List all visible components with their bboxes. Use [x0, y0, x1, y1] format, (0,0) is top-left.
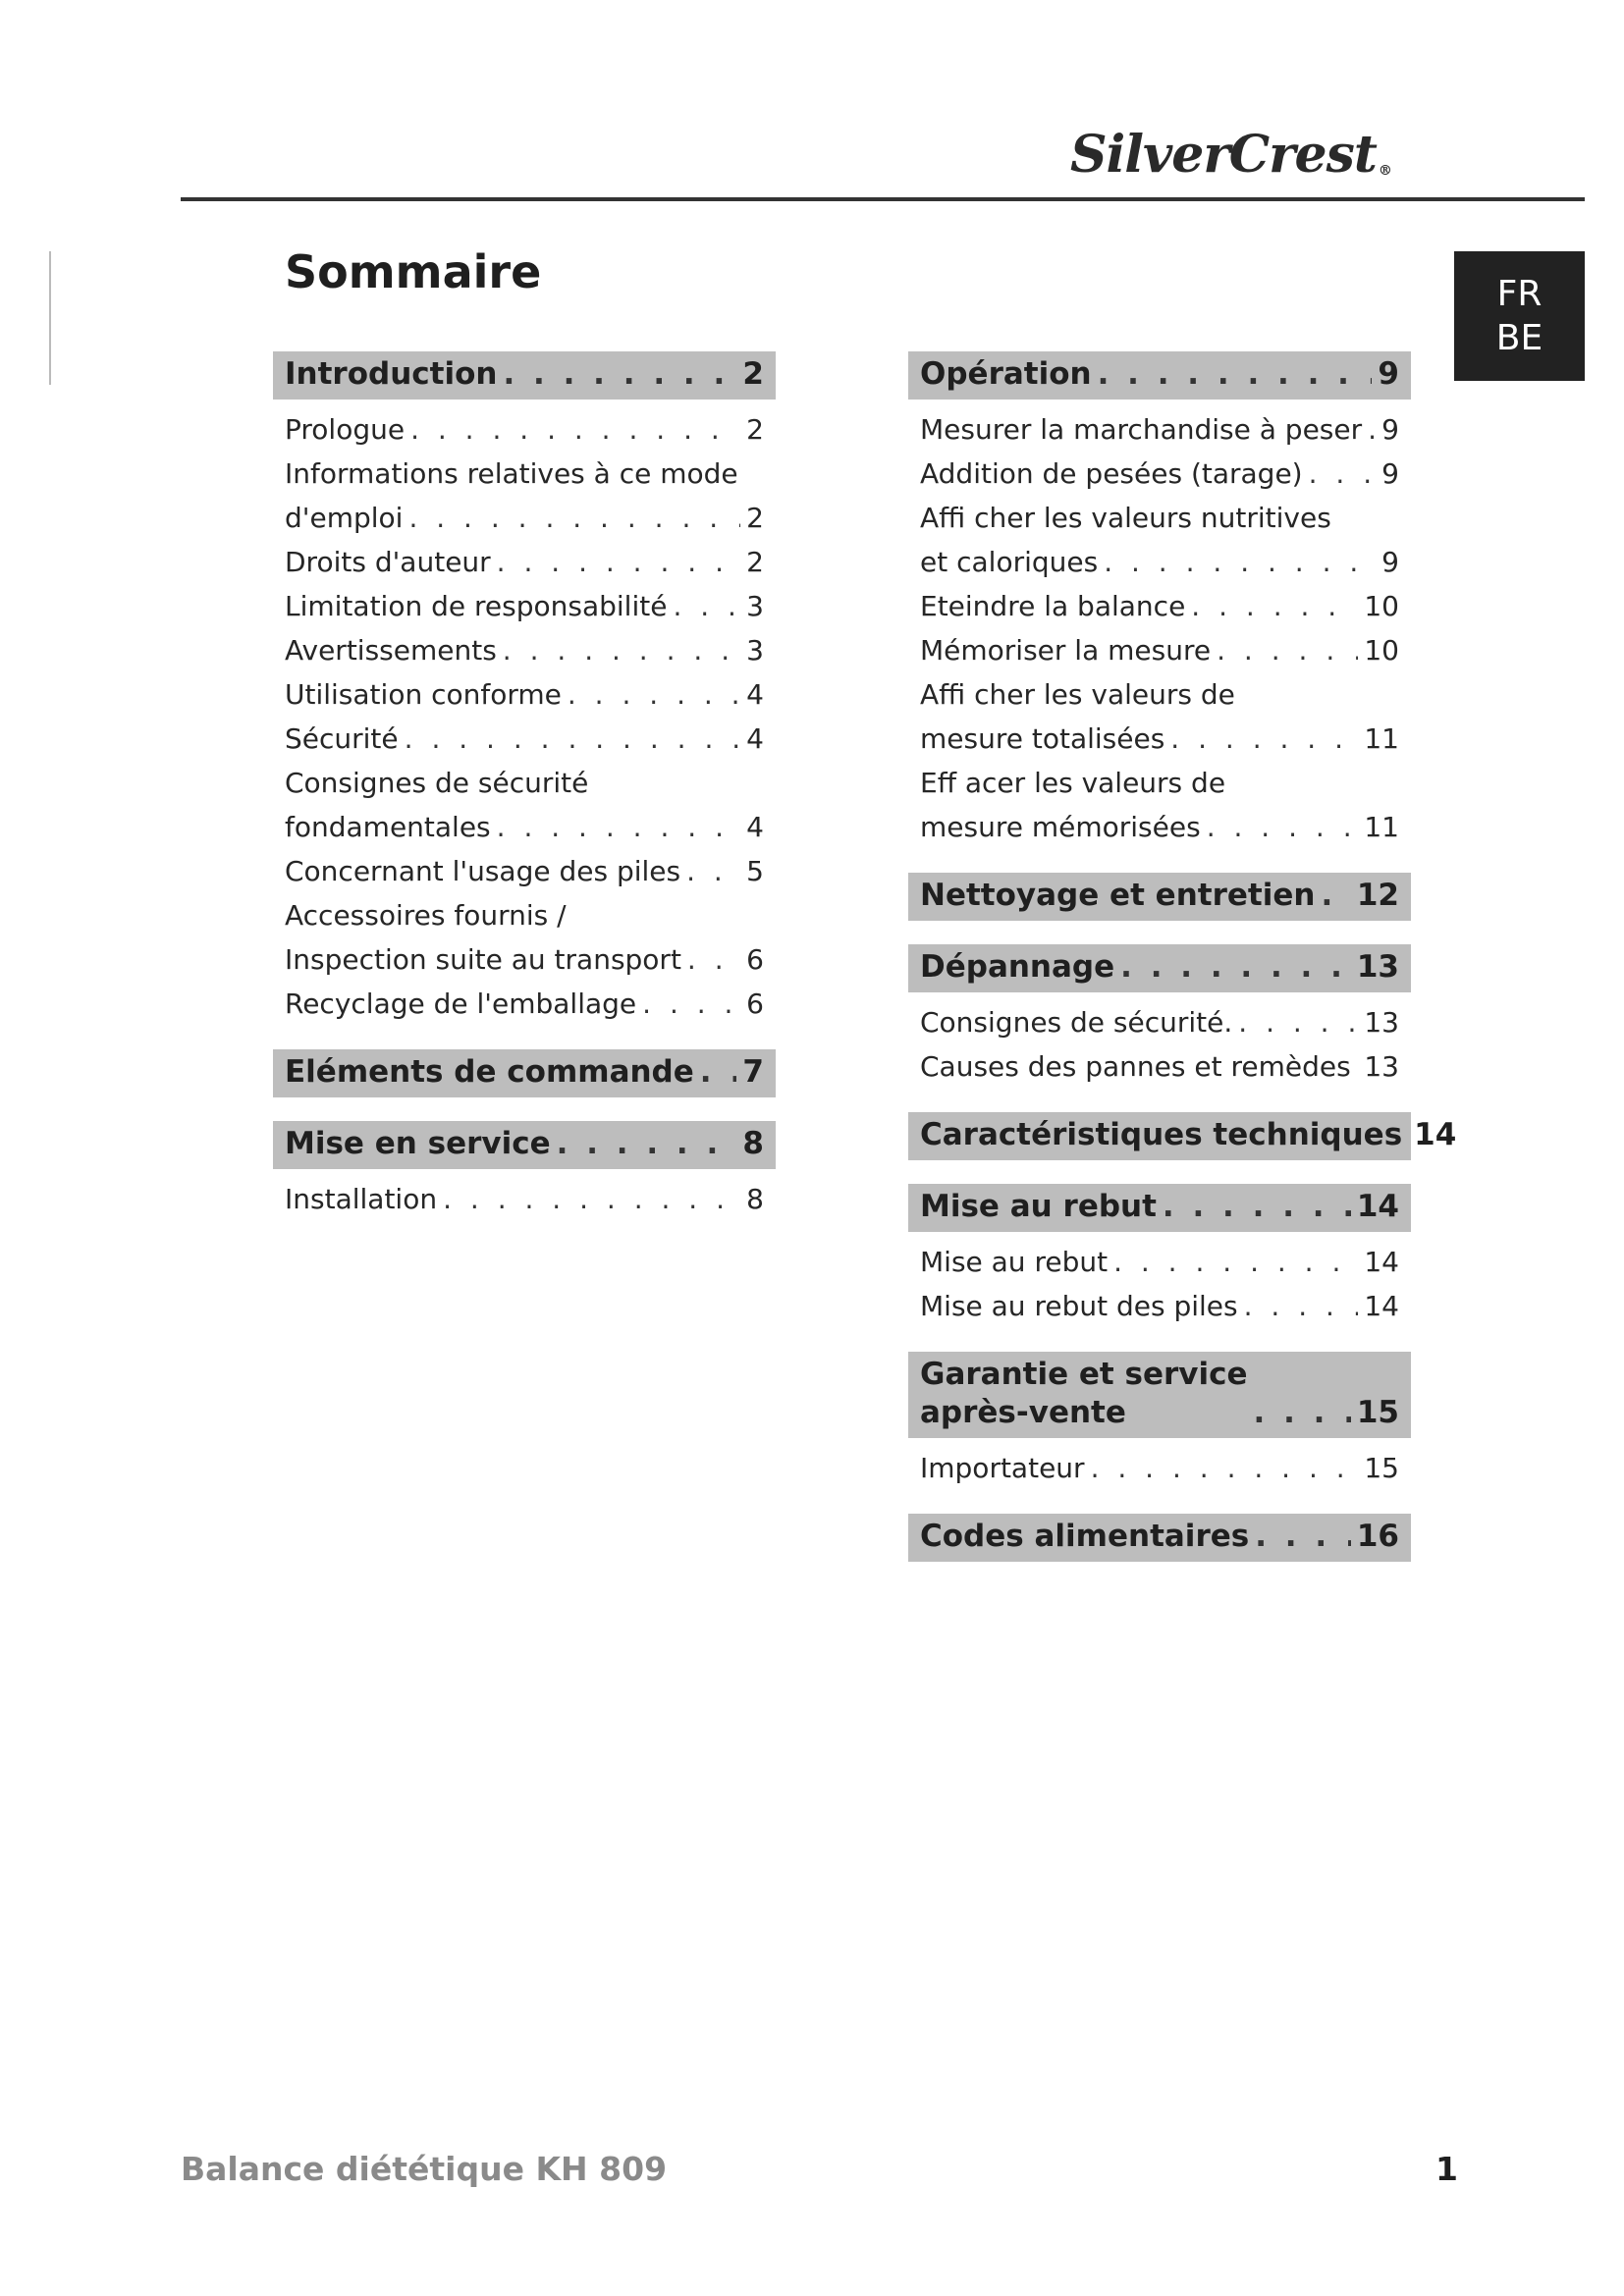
- toc-entry: [908, 407, 1411, 452]
- toc-entry-label: Sécurité: [285, 722, 399, 755]
- toc-section: [908, 944, 1411, 1089]
- dot-leader: [503, 355, 736, 394]
- toc-entry-label: Affi cher les valeurs de: [920, 678, 1235, 711]
- toc-section-page: 14: [1356, 1189, 1399, 1224]
- toc-entry: [273, 452, 776, 540]
- toc-entry: [273, 540, 776, 584]
- toc-entry-label: Affi cher les valeurs nutritives: [920, 502, 1331, 534]
- toc-entry-label: et caloriques: [920, 546, 1099, 578]
- dot-leader: [497, 540, 741, 584]
- dot-leader: [1217, 628, 1358, 672]
- toc-section-page: 13: [1356, 949, 1399, 985]
- toc-entry-row: [920, 1000, 1399, 1044]
- toc-section-header: [273, 351, 776, 400]
- toc-entry: [908, 1284, 1411, 1328]
- toc-section-header-row: [920, 877, 1399, 915]
- toc-section-header: [908, 351, 1411, 400]
- toc-entry-page: 13: [1364, 1050, 1399, 1083]
- toc-entry-row: [920, 584, 1399, 628]
- dot-leader: [1120, 948, 1351, 987]
- toc-entry-label: Eff acer les valeurs de: [920, 767, 1226, 799]
- toc-entry-row: [285, 805, 764, 849]
- toc-entry-label: Importateur: [920, 1452, 1085, 1484]
- toc-section-header: [273, 1121, 776, 1169]
- toc-entry-label: Causes des pannes et remèdes: [920, 1050, 1351, 1083]
- dot-leader: [673, 584, 740, 628]
- toc-left-column: [273, 351, 776, 1245]
- toc-section-title: Garantie et service après-vente: [920, 1357, 1248, 1430]
- toc-section-header-row: [285, 1053, 764, 1092]
- toc-entry-label: Addition de pesées (tarage): [920, 457, 1303, 490]
- toc-section: [273, 351, 776, 1026]
- toc-entry-label: Mise au rebut: [920, 1246, 1109, 1278]
- toc-section-title: Introduction: [285, 356, 498, 392]
- dot-leader: [1098, 355, 1373, 394]
- toc-section: [273, 1049, 776, 1097]
- dot-leader: [568, 672, 740, 717]
- toc-section-page: 16: [1356, 1519, 1399, 1554]
- toc-entry-label: mesure mémorisées: [920, 811, 1201, 843]
- toc-section: [908, 1514, 1411, 1562]
- toc-entry: [908, 1000, 1411, 1044]
- dot-leader: [443, 1177, 740, 1221]
- language-tab-be: BE: [1495, 318, 1543, 358]
- dot-leader: [497, 805, 741, 849]
- toc-entry: [908, 452, 1411, 496]
- toc-entry-row: [920, 1284, 1399, 1328]
- toc-section: [908, 873, 1411, 921]
- toc-entry-row: [285, 496, 764, 540]
- toc-entry: [908, 584, 1411, 628]
- toc-section-header: [908, 1112, 1457, 1160]
- toc-entry-page: 14: [1364, 1246, 1399, 1278]
- toc-entry-page: 6: [746, 988, 764, 1020]
- toc-section-header-row: [920, 1518, 1399, 1556]
- toc-section-title: Caractéristiques techniques: [920, 1117, 1403, 1152]
- toc-section: [273, 1121, 776, 1221]
- toc-section-title: Codes alimentaires: [920, 1519, 1250, 1554]
- toc-entry-page: 15: [1364, 1452, 1399, 1484]
- toc-entry-row: [285, 982, 764, 1026]
- dot-leader: [1244, 1284, 1359, 1328]
- toc-entry-page: 9: [1381, 457, 1399, 490]
- toc-entry-row: [285, 717, 764, 761]
- dot-leader: [557, 1125, 737, 1163]
- toc-entry-row: [920, 1240, 1399, 1284]
- toc-section-header: [908, 1184, 1411, 1232]
- toc-entry-page: 10: [1364, 590, 1399, 622]
- toc-entry-row: [920, 452, 1399, 496]
- toc-section-page: 8: [742, 1126, 764, 1161]
- toc-entry-row: [285, 1177, 764, 1221]
- dot-leader: [1191, 584, 1358, 628]
- toc-section-header: [908, 1352, 1411, 1438]
- toc-entry-page: 11: [1364, 811, 1399, 843]
- toc-entry-page: 9: [1381, 413, 1399, 446]
- toc-entry-row: [285, 628, 764, 672]
- dot-leader: [1321, 877, 1350, 915]
- toc-entry: [908, 1044, 1411, 1089]
- toc-entry-row: [920, 1446, 1399, 1490]
- toc-entry-label: Concernant l'usage des piles: [285, 855, 681, 887]
- dot-leader: [642, 982, 740, 1026]
- toc-entry-page: 3: [746, 590, 764, 622]
- toc-section-page: 7: [742, 1054, 764, 1090]
- toc-section-header-row: [920, 1188, 1399, 1226]
- dot-leader: [686, 849, 740, 893]
- toc-section-page: 2: [742, 356, 764, 392]
- toc-entry-page: 8: [746, 1183, 764, 1215]
- toc-entry-label: Mémoriser la mesure: [920, 634, 1212, 667]
- toc-entry: [273, 893, 776, 982]
- toc-entry-label: Installation: [285, 1183, 438, 1215]
- toc-entry-label: Accessoires fournis /: [285, 899, 567, 932]
- toc-entry: [908, 1240, 1411, 1284]
- toc-entry-page: 6: [746, 943, 764, 976]
- toc-section-header-row: [920, 1116, 1457, 1154]
- toc-entry-page: 4: [746, 811, 764, 843]
- dot-leader: [1170, 717, 1358, 761]
- toc-entry-label: Consignes de sécurité.: [920, 1006, 1233, 1039]
- toc-entry-label: Mesurer la marchandise à peser: [920, 413, 1363, 446]
- toc-entry: [273, 717, 776, 761]
- toc-entry-page: 13: [1364, 1006, 1399, 1039]
- toc-entry-page: 4: [746, 678, 764, 711]
- toc-entry-label: Droits d'auteur: [285, 546, 491, 578]
- toc-section-header: [273, 1049, 776, 1097]
- toc-entry-row: [285, 849, 764, 893]
- dot-leader: [1104, 540, 1376, 584]
- toc-entry-label: d'emploi: [285, 502, 404, 534]
- dot-leader: [1091, 1446, 1359, 1490]
- toc-section-header: [908, 1514, 1411, 1562]
- toc-entry-row: [920, 805, 1399, 849]
- toc-section-header-row: [920, 948, 1399, 987]
- toc-section-header-row: [920, 1356, 1399, 1432]
- dot-leader: [687, 937, 740, 982]
- toc-entry-label: Prologue: [285, 413, 406, 446]
- toc-section-title: Opération: [920, 356, 1092, 392]
- toc-entry: [273, 1177, 776, 1221]
- toc-section-page: 14: [1414, 1117, 1457, 1152]
- toc-entry-row: [285, 672, 764, 717]
- toc-section-header-row: [285, 355, 764, 394]
- toc-entry: [273, 628, 776, 672]
- toc-section-title: Mise au rebut: [920, 1189, 1157, 1224]
- dot-leader: [405, 717, 741, 761]
- toc-section-header-row: [285, 1125, 764, 1163]
- toc-entry-page: 11: [1364, 722, 1399, 755]
- toc-entry-label: Mise au rebut des piles: [920, 1290, 1238, 1322]
- toc-entry: [273, 584, 776, 628]
- toc-entry: [273, 761, 776, 849]
- toc-entry-page: 14: [1364, 1290, 1399, 1322]
- toc-entry-row: [285, 540, 764, 584]
- toc-section: [908, 351, 1411, 849]
- toc-entry-row: [285, 407, 764, 452]
- toc-entry-label: mesure totalisées: [920, 722, 1165, 755]
- toc-entry-page: 10: [1364, 634, 1399, 667]
- brand-logo-text: SilverCrest: [1070, 125, 1377, 185]
- toc-entry-label: Recyclage de l'emballage: [285, 988, 637, 1020]
- toc-entry: [273, 849, 776, 893]
- dot-leader: [410, 407, 740, 452]
- toc-entry-label: fondamentales: [285, 811, 491, 843]
- dot-leader: [1163, 1188, 1351, 1226]
- dot-leader: [1309, 452, 1377, 496]
- toc-entry: [273, 407, 776, 452]
- toc-section: [908, 1184, 1411, 1328]
- toc-entry-page: 9: [1381, 546, 1399, 578]
- toc-entry-label: Utilisation conforme: [285, 678, 562, 711]
- dot-leader: [1254, 1394, 1351, 1432]
- toc-section-page: 15: [1356, 1395, 1399, 1430]
- dot-leader: [1357, 1044, 1359, 1089]
- dot-leader: [408, 496, 740, 540]
- language-tab: [1454, 251, 1585, 381]
- margin-line: [49, 251, 51, 385]
- toc-section-header-row: [920, 355, 1399, 394]
- toc-entry-page: 2: [746, 502, 764, 534]
- toc-entry-page: 2: [746, 546, 764, 578]
- dot-leader: [503, 628, 740, 672]
- toc-section-header: [908, 944, 1411, 992]
- toc-entry-label: Inspection suite au transport: [285, 943, 681, 976]
- toc-entry-page: 3: [746, 634, 764, 667]
- page-title: Sommaire: [285, 245, 542, 298]
- toc-section-title: Dépannage: [920, 949, 1115, 985]
- toc-entry: [908, 628, 1411, 672]
- toc-right-column: [908, 351, 1457, 1585]
- toc-entry-label: Avertissements: [285, 634, 497, 667]
- toc-entry: [908, 672, 1411, 761]
- toc-entry-row: [920, 628, 1399, 672]
- toc-entry-row: [920, 407, 1399, 452]
- toc-section-title: Mise en service: [285, 1126, 551, 1161]
- brand-logo: [1070, 126, 1434, 185]
- toc-entry: [908, 1446, 1411, 1490]
- dot-leader: [700, 1053, 737, 1092]
- toc-entry-row: [920, 540, 1399, 584]
- toc-entry: [273, 982, 776, 1026]
- toc-entry-page: 5: [746, 855, 764, 887]
- dot-leader: [1368, 407, 1376, 452]
- toc-section: [908, 1112, 1457, 1160]
- toc-entry-page: 4: [746, 722, 764, 755]
- dot-leader: [1255, 1518, 1351, 1556]
- toc-section-title: Eléments de commande: [285, 1054, 694, 1090]
- toc-entry-row: [920, 1044, 1399, 1089]
- toc-entry-page: 2: [746, 413, 764, 446]
- toc-entry-label: Eteindre la balance: [920, 590, 1186, 622]
- toc-entry-row: [285, 937, 764, 982]
- toc-entry-label: Informations relatives à ce mode: [285, 457, 738, 490]
- toc-entry: [273, 672, 776, 717]
- header-rule: [181, 197, 1585, 201]
- footer-product-title: Balance diététique KH 809: [181, 2150, 668, 2188]
- toc-entry: [908, 496, 1411, 584]
- toc-entry-label: Consignes de sécurité: [285, 767, 589, 799]
- toc-section-header: [908, 873, 1411, 921]
- toc-section-title: Nettoyage et entretien: [920, 878, 1316, 913]
- footer-page-number: 1: [1435, 2150, 1458, 2188]
- toc-entry-row: [920, 717, 1399, 761]
- toc-section-page: 9: [1378, 356, 1399, 392]
- dot-leader: [1113, 1240, 1358, 1284]
- dot-leader: [1238, 1000, 1358, 1044]
- toc-entry: [908, 761, 1411, 849]
- registered-mark: ®: [1378, 163, 1391, 179]
- toc-section: [908, 1352, 1411, 1490]
- dot-leader: [1207, 805, 1359, 849]
- toc-section-page: 12: [1356, 878, 1399, 913]
- toc-entry-label: Limitation de responsabilité: [285, 590, 668, 622]
- language-tab-fr: FR: [1496, 274, 1543, 314]
- toc-entry-row: [285, 584, 764, 628]
